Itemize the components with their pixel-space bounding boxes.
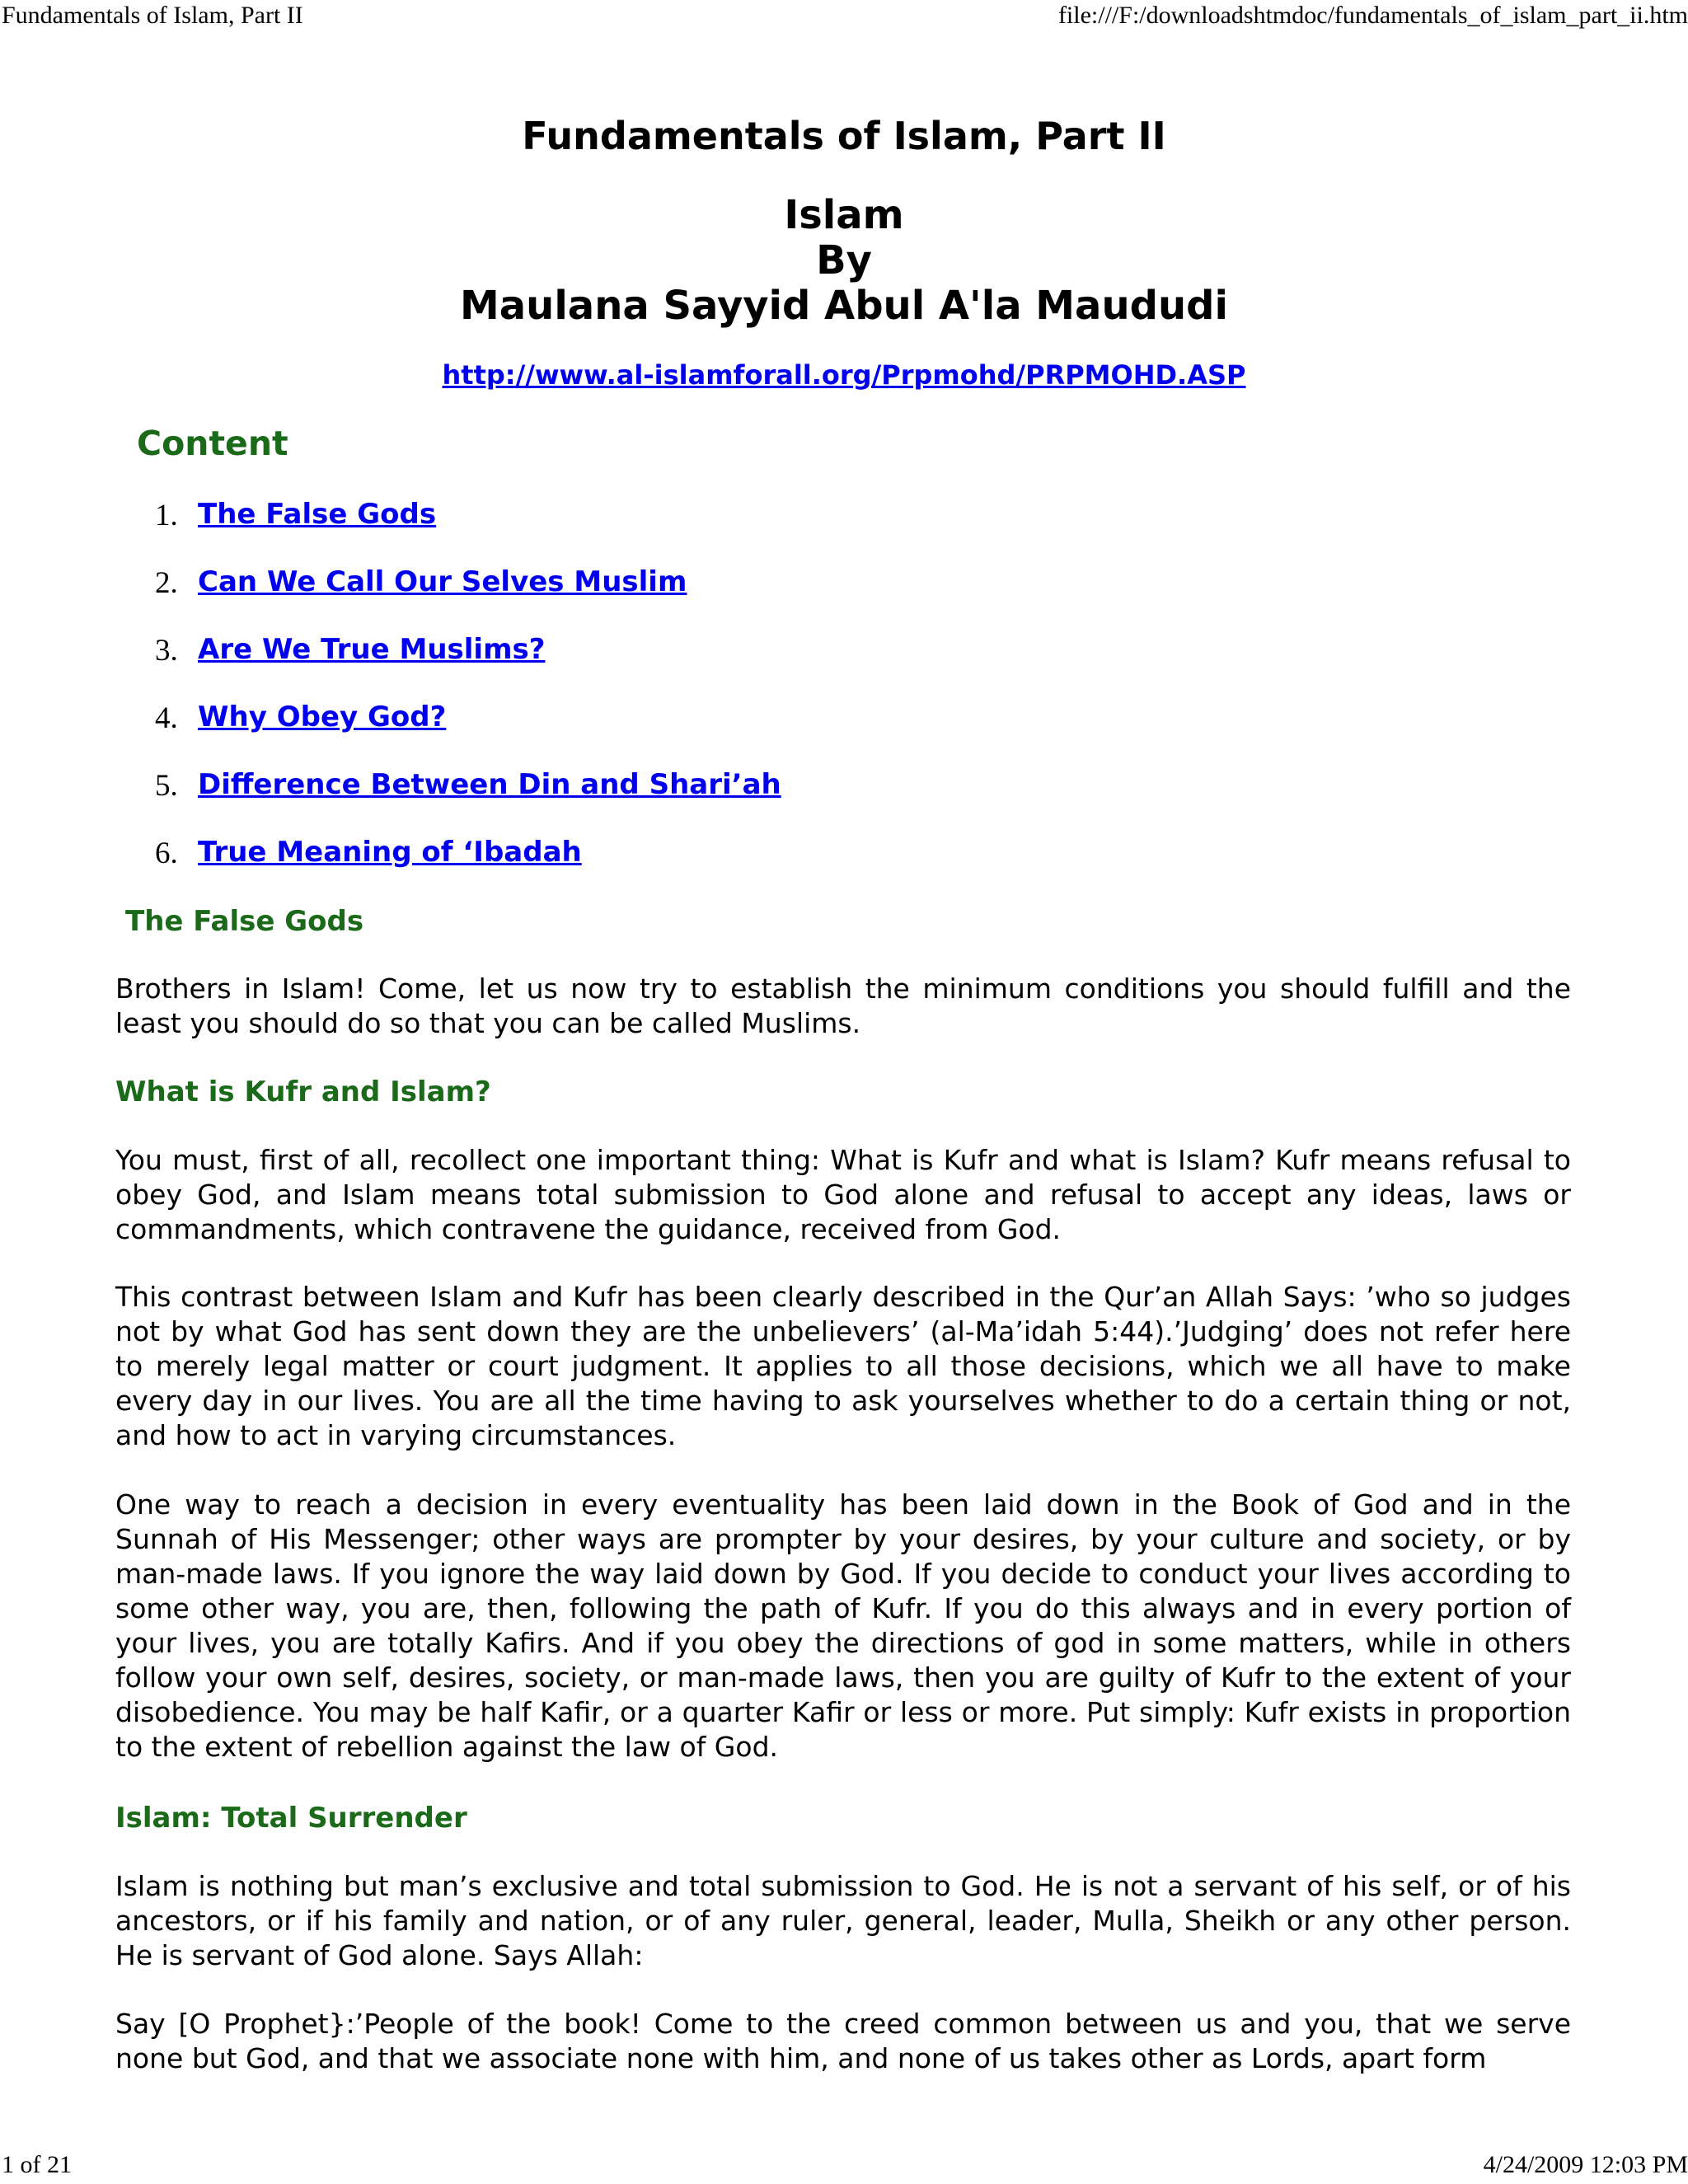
paragraph-contrast: This contrast between Islam and Kufr has been clearly described in the Qur’an Allah Says: ’who so judges not by what God has sent down they are the unbelievers’ (al-Ma’idah 5:44).’Judging’ does not refer here to merely legal matter or court judgment. It applies to all those decisions, which we all have to make every day in our lives. You are all the time having to ask yourselves whether to do a certain thing or not, and how to act in varying circumstances. — [115, 1281, 1571, 1451]
page-counter: 1 of 21 — [2, 2151, 72, 2178]
content-heading: Content — [137, 424, 288, 463]
toc-link-true-muslims[interactable]: Are We True Muslims? — [198, 633, 546, 666]
section-heading-total-surrender: Islam: Total Surrender — [115, 1802, 467, 1835]
toc-link-din-shariah[interactable]: Difference Between Din and Shari’ah — [198, 768, 781, 801]
paragraph-submission: Islam is nothing but man’s exclusive and total submission to God. He is not a servant of his self, or of his ancestors, or if his family and nation, or of any ruler, general, leader, Mulla, Sheikh or any other person. He is servant of God alone. Says Allah: — [115, 1870, 1571, 1971]
source-url-wrap — [0, 359, 1688, 391]
print-datetime: 4/24/2009 12:03 PM — [1483, 2151, 1688, 2178]
paragraph-quote: Say [O Prophet}:’People of the book! Come to the creed common between us and you, that we serve none but God, and that we associate none with him, and none of us takes other as Lords, apart form — [115, 2008, 1571, 2074]
toc-link-ibadah[interactable]: True Meaning of ‘Ibadah — [198, 836, 582, 869]
toc-link-call-ourselves-muslim[interactable]: Can We Call Our Selves Muslim — [198, 565, 687, 598]
toc-link-why-obey-god[interactable]: Why Obey God? — [198, 701, 447, 733]
paragraph-intro: Brothers in Islam! Come, let us now try to establish the minimum conditions you should fulfill and the least you should do so that you can be called Muslims. — [115, 972, 1571, 1039]
subtitle-by: By — [816, 237, 872, 284]
toc-link-false-gods[interactable]: The False Gods — [198, 498, 437, 531]
paragraph-kufr-definition: You must, first of all, recollect one important thing: What is Kufr and what is Islam? Kufr means refusal to obey God, and Islam means total submission to God alone and refusal to accept any ideas, laws or commandments, which contravene the guidance, received from God. — [115, 1144, 1571, 1245]
paragraph-decision: One way to reach a decision in every eventuality has been laid down in the Book of God and in the Sunnah of His Messenger; other ways are prompter by your desires, by your culture and society, or by man-made laws. If you ignore the way laid down by God. If you decide to conduct your lives according to some other way, you are, then, following the path of Kufr. If you do this always and in every portion of your lives, you are totally Kafirs. And if you obey the directions of god in some matters, while in others follow your own self, desires, society, or man-made laws, then you are guilty of Kufr to the extent of your disobedience. You may be half Kafir, or a quarter Kafir or less or more. Put simply: Kufr exists in proportion to the extent of rebellion against the law of God. — [115, 1488, 1571, 1763]
toc-number: 2. — [155, 566, 178, 600]
toc-number: 6. — [155, 837, 178, 870]
toc-number: 4. — [155, 701, 178, 735]
section-heading-false-gods: The False Gods — [125, 905, 364, 938]
toc-number: 3. — [155, 634, 178, 668]
author-name: Maulana Sayyid Abul A'la Maududi — [460, 283, 1228, 329]
source-url-link[interactable]: http://www.al-islamforall.org/Prpmohd/PRPMOHD.ASP — [442, 359, 1246, 391]
toc-number: 1. — [155, 499, 178, 532]
section-heading-kufr-islam: What is Kufr and Islam? — [115, 1076, 491, 1108]
print-header-path: file:///F:/downloadshtmdoc/fundamentals_of_islam_part_ii.htm — [1057, 2, 1688, 29]
subtitle-islam: Islam — [784, 192, 904, 238]
page-title: Fundamentals of Islam, Part II — [522, 114, 1166, 158]
toc-number: 5. — [155, 769, 178, 803]
print-header-title: Fundamentals of Islam, Part II — [2, 2, 303, 29]
title-block — [0, 193, 1688, 329]
